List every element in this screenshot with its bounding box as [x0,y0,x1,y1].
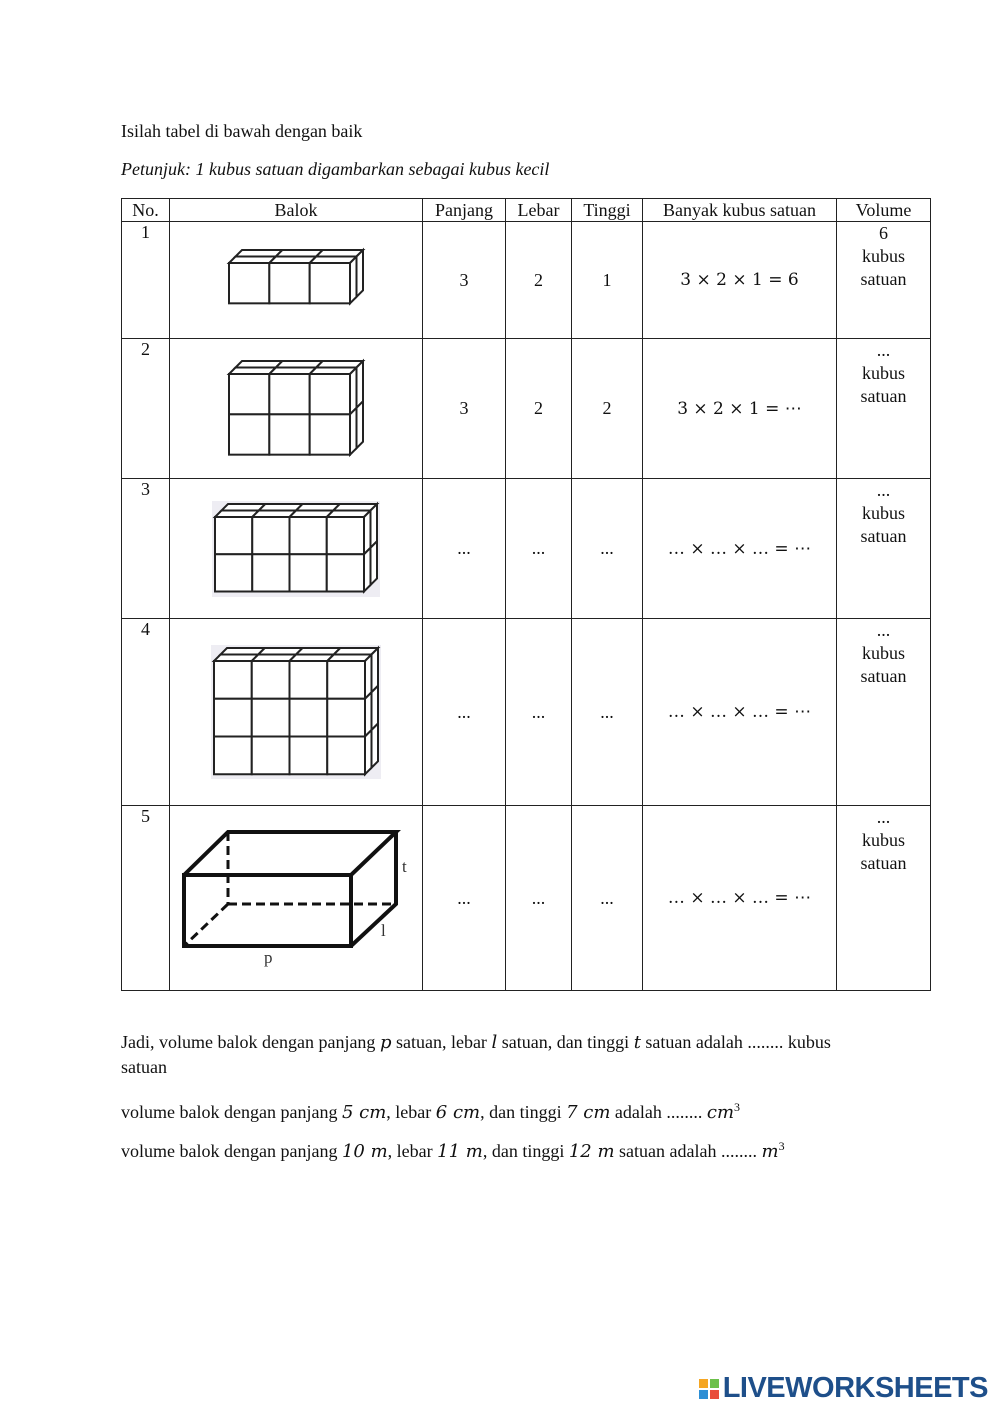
cuboid-top-face [184,832,396,875]
text: , lebar [387,1141,438,1161]
cuboid-side-face [351,832,396,946]
label-t: t [402,857,407,876]
lebar-cell: 2 [506,339,572,479]
cuboid-front-face [184,875,351,946]
row-number: 1 [122,222,170,339]
text: satuan adalah ........ kubus satuan [121,1032,831,1077]
panjang-cell: ... [423,619,506,806]
row-number: 2 [122,339,170,479]
volume-unit-kubus: kubus [861,363,905,383]
volume-unit-satuan: satuan [860,666,907,686]
cube-front-face [215,554,252,591]
brand-name: LIVEWORKSHEETS [722,1372,988,1404]
banyak-cell: 3 × 2 × 1 = 6 [643,222,837,339]
volume-unit-kubus: kubus [861,643,905,663]
table-row [122,339,931,479]
volume-unit-satuan: satuan [860,853,907,873]
cube-front-face [214,661,252,699]
lebar-cell: ... [506,479,572,619]
label-l: l [381,921,386,940]
cube-front-face [214,737,252,775]
banyak-cell: … × … × … = ⋯ [643,806,837,991]
lebar-cell: ... [506,806,572,991]
table-row [122,222,931,339]
volume-table [121,198,931,991]
cube-front-face [269,263,309,303]
cube-front-face [310,374,350,414]
volume-value: ... [876,340,891,360]
cube-front-face [252,554,289,591]
cube-front-face [229,263,269,303]
unit: cm [706,1102,735,1123]
var-p: p [379,1032,392,1053]
value-t: 7 cm [566,1102,611,1123]
hint-text: Petunjuk: 1 kubus satuan digambarkan sebagai kubus kecil [121,159,550,179]
lebar-cell: 2 [506,222,572,339]
header-banyak: Banyak kubus satuan [643,199,837,222]
tinggi-cell: ... [572,806,643,991]
cube-front-face [290,661,328,699]
cube-front-face [290,699,328,737]
cube-front-face [327,699,365,737]
tinggi-cell: 1 [572,222,643,339]
value-p: 10 m [341,1141,388,1162]
cube-front-face [252,737,290,775]
text: , dan tinggi [482,1141,569,1161]
instruction-text: Isilah tabel di bawah dengan baik [121,121,363,141]
cuboid-image [170,479,423,619]
panjang-cell: 3 [423,222,506,339]
text: , dan tinggi [480,1102,567,1122]
cube-front-face [229,414,269,454]
volume-unit-satuan: satuan [860,269,907,289]
tinggi-cell: 2 [572,339,643,479]
text: volume balok dengan panjang [121,1102,342,1122]
text: satuan adalah ........ [614,1141,762,1161]
volume-value: ... [876,807,891,827]
lebar-cell: ... [506,619,572,806]
volume-unit-kubus: kubus [861,246,905,266]
cube-front-face [327,737,365,775]
var-l: l [491,1032,498,1053]
volume-cell [837,339,931,479]
value-l: 6 cm [435,1102,481,1123]
cube-front-face [310,263,350,303]
row-number: 5 [122,806,170,991]
label-p: p [264,948,273,967]
cube-front-face [252,661,290,699]
logo-squares-icon [699,1379,719,1399]
panjang-cell: ... [423,479,506,619]
cube-front-face [310,414,350,454]
header-panjang: Panjang [423,199,506,222]
cuboid-3x2x1-figure [226,247,366,313]
cube-front-face [290,554,327,591]
table-header-row [122,199,931,222]
volume-cell [837,619,931,806]
volume-cell [837,479,931,619]
cube-front-face [269,374,309,414]
volume-unit-kubus: kubus [861,503,905,523]
hidden-edge-depth [184,904,228,946]
cube-front-face [215,517,252,554]
cube-front-face [327,517,364,554]
volume-unit-kubus: kubus [861,830,905,850]
text: , lebar [386,1102,436,1122]
volume-value: 6 [879,223,888,243]
cube-front-face [252,517,289,554]
header-no: No. [122,199,170,222]
text: satuan, lebar [391,1032,492,1052]
panjang-cell: 3 [423,339,506,479]
cuboid-plt-figure [176,828,416,968]
text: satuan, dan tinggi [497,1032,634,1052]
conclusion-line-3 [121,1134,881,1164]
cuboid-image [170,339,423,479]
banyak-cell: … × … × … = ⋯ [643,619,837,806]
tinggi-cell: ... [572,619,643,806]
volume-unit-satuan: satuan [860,526,907,546]
volume-cell [837,222,931,339]
header-tinggi: Tinggi [572,199,643,222]
table-row [122,806,931,991]
header-volume: Volume [837,199,931,222]
header-lebar: Lebar [506,199,572,222]
cube-front-face [290,517,327,554]
cuboid-4x2x2-figure [212,501,380,597]
cuboid-image [170,222,423,339]
value-t: 12 m [568,1141,615,1162]
value-p: 5 cm [341,1102,387,1123]
cube-front-face [290,737,328,775]
cube-front-face [214,699,252,737]
tinggi-cell: ... [572,479,643,619]
cuboid-image [170,619,423,806]
text: Jadi, volume balok dengan panjang [121,1032,380,1052]
cuboid-4x2x3-figure [211,645,381,779]
volume-unit-satuan: satuan [860,386,907,406]
volume-value: ... [876,620,891,640]
cube-front-face [327,554,364,591]
cube-front-face [269,414,309,454]
conclusion-line-1 [121,1030,881,1080]
unit-exponent: 3 [734,1100,741,1114]
table-row [122,479,931,619]
value-l: 11 m [437,1141,483,1162]
text: adalah ........ [610,1102,707,1122]
row-number: 3 [122,479,170,619]
banyak-cell: 3 × 2 × 1 = ⋯ [643,339,837,479]
unit-exponent: 3 [778,1139,785,1153]
row-number: 4 [122,619,170,806]
cuboid-image [170,806,423,991]
text: volume balok dengan panjang [121,1141,342,1161]
table-row [122,619,931,806]
cube-front-face [229,374,269,414]
volume-value: ... [876,480,891,500]
var-t: t [633,1032,641,1053]
cube-front-face [327,661,365,699]
unit: m [761,1141,779,1162]
conclusion-line-2 [121,1095,881,1125]
panjang-cell: ... [423,806,506,991]
volume-cell [837,806,931,991]
cuboid-3x2x2-figure [226,358,366,460]
liveworksheets-logo [699,1372,988,1405]
banyak-cell: … × … × … = ⋯ [643,479,837,619]
header-balok: Balok [170,199,423,222]
cube-front-face [252,699,290,737]
